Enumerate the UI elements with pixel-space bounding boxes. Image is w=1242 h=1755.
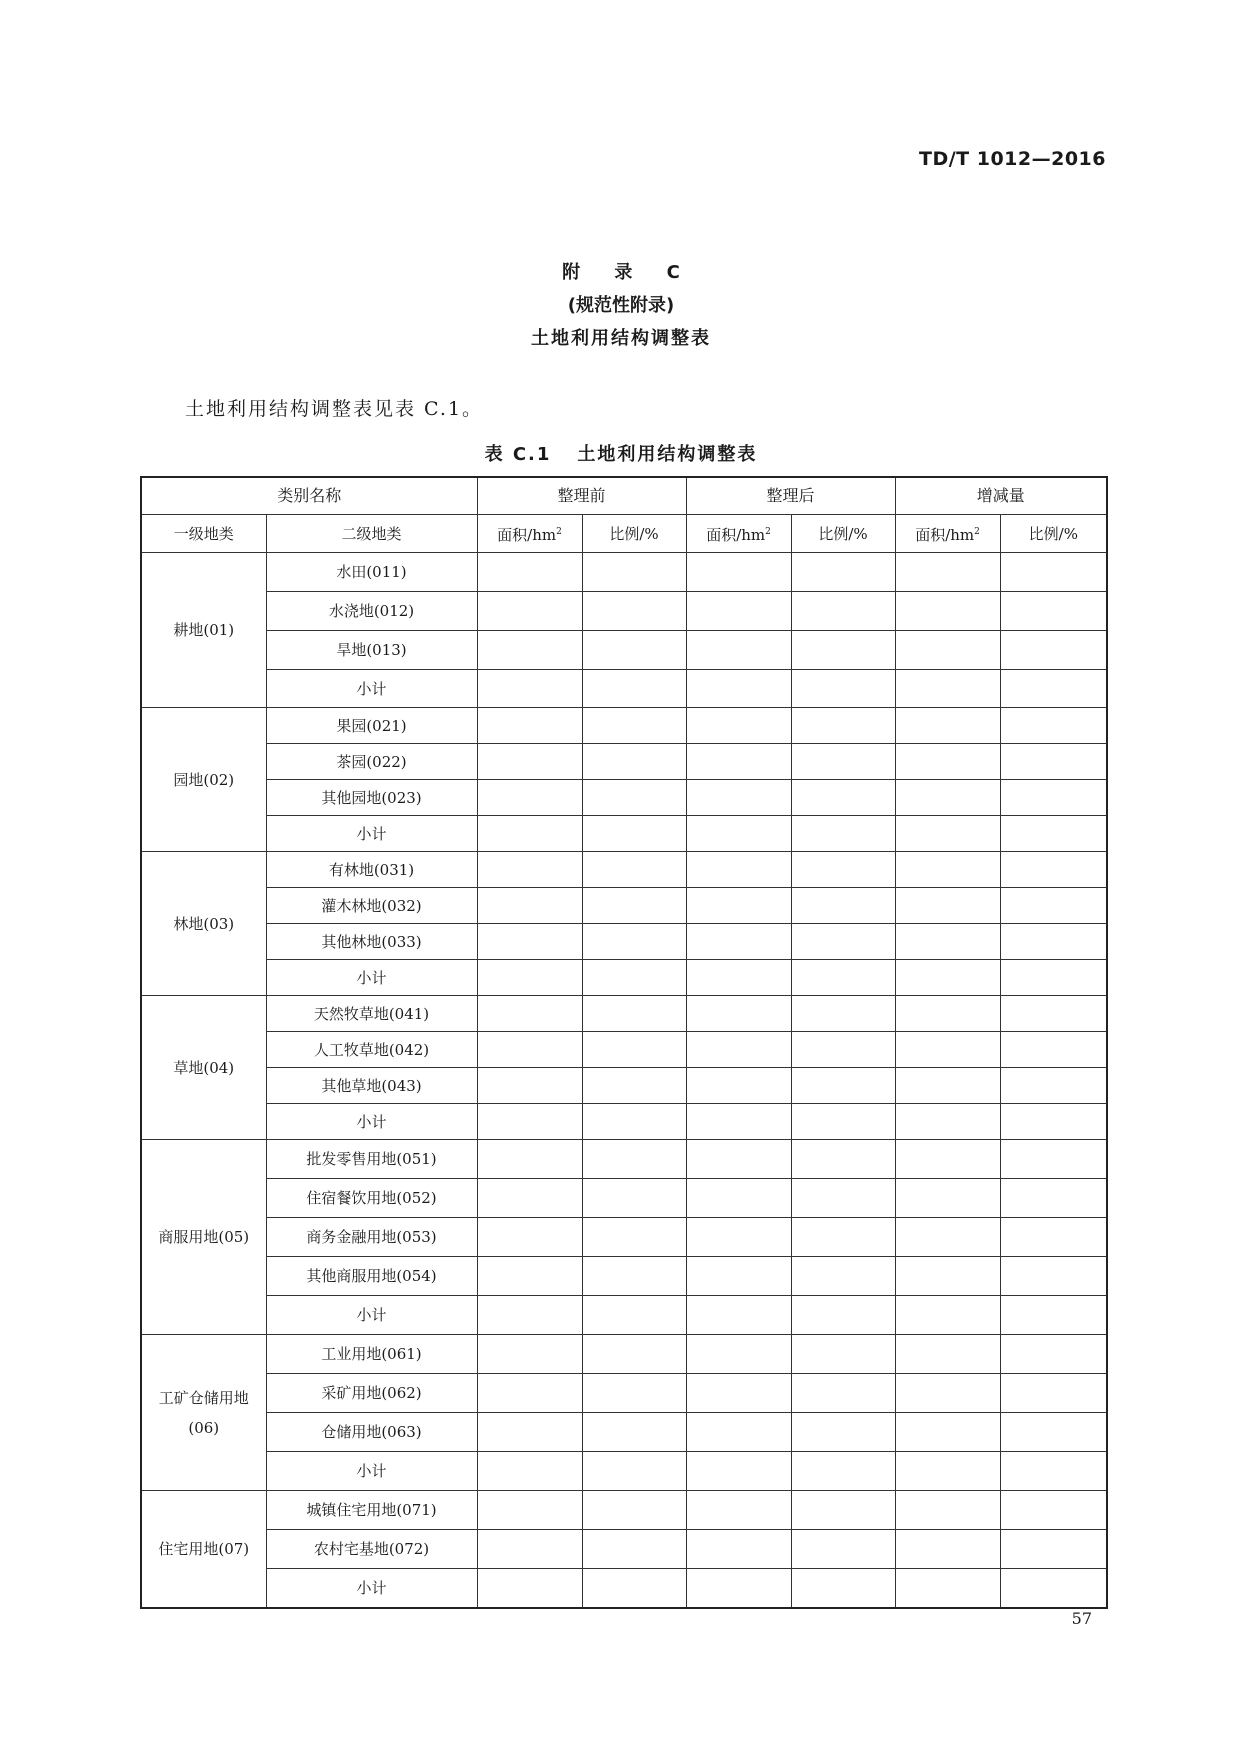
- data-cell: [895, 888, 1000, 924]
- data-cell: [1000, 1179, 1107, 1218]
- data-cell: [686, 1491, 791, 1530]
- data-cell: [582, 744, 686, 780]
- subtotal-label: 小计: [266, 1104, 477, 1140]
- data-cell: [477, 1530, 582, 1569]
- data-cell: [1000, 1296, 1107, 1335]
- subtotal-label: 小计: [266, 1452, 477, 1491]
- table-row: [141, 1569, 1107, 1609]
- data-cell: [477, 631, 582, 670]
- data-cell: [791, 1068, 895, 1104]
- data-cell: [582, 1452, 686, 1491]
- data-cell: [1000, 670, 1107, 708]
- subtotal-label: 小计: [266, 670, 477, 708]
- data-cell: [686, 1104, 791, 1140]
- data-cell: [791, 1413, 895, 1452]
- data-cell: [895, 553, 1000, 592]
- header-area-change: 面积$/hm^2$: [895, 515, 1000, 553]
- data-cell: [477, 744, 582, 780]
- data-cell: [1000, 1218, 1107, 1257]
- data-cell: [1000, 553, 1107, 592]
- data-cell: [477, 553, 582, 592]
- data-cell: [791, 1032, 895, 1068]
- table-row: [141, 1296, 1107, 1335]
- level1-category: 工矿仓储用地(06): [141, 1335, 266, 1491]
- data-cell: [686, 1179, 791, 1218]
- subtotal-label: 小计: [266, 1569, 477, 1609]
- table-row: [141, 888, 1107, 924]
- data-cell: [791, 1452, 895, 1491]
- table-row: [141, 1491, 1107, 1530]
- data-cell: [791, 1140, 895, 1179]
- data-cell: [791, 888, 895, 924]
- data-cell: [582, 816, 686, 852]
- data-cell: [895, 1374, 1000, 1413]
- data-cell: [791, 1218, 895, 1257]
- level2-category: 其他园地(023): [266, 780, 477, 816]
- data-cell: [686, 670, 791, 708]
- data-cell: [686, 816, 791, 852]
- data-cell: [895, 1104, 1000, 1140]
- table-row: [141, 1413, 1107, 1452]
- data-cell: [791, 1335, 895, 1374]
- data-cell: [686, 1374, 791, 1413]
- data-cell: [895, 1335, 1000, 1374]
- table-row: [141, 1179, 1107, 1218]
- header-area-after: 面积$/hm^2$: [686, 515, 791, 553]
- table-row: [141, 708, 1107, 744]
- table-header-row-2: [141, 515, 1107, 553]
- appendix-subtitle: (规范性附录): [567, 295, 675, 316]
- level2-category: 其他林地(033): [266, 924, 477, 960]
- data-cell: [1000, 780, 1107, 816]
- level2-category: 果园(021): [266, 708, 477, 744]
- data-cell: [582, 960, 686, 996]
- table-row: [141, 553, 1107, 592]
- data-cell: [477, 1257, 582, 1296]
- data-cell: [1000, 1374, 1107, 1413]
- table-row: [141, 996, 1107, 1032]
- table-row: [141, 1335, 1107, 1374]
- data-cell: [686, 553, 791, 592]
- data-cell: [582, 1032, 686, 1068]
- header-change: 增减量: [895, 477, 1107, 515]
- land-use-structure-table: [140, 476, 1108, 1609]
- data-cell: [895, 1569, 1000, 1609]
- data-cell: [1000, 1452, 1107, 1491]
- subtotal-label: 小计: [266, 960, 477, 996]
- data-cell: [477, 670, 582, 708]
- level2-category: 旱地(013): [266, 631, 477, 670]
- data-cell: [895, 1179, 1000, 1218]
- table-row: [141, 816, 1107, 852]
- data-cell: [477, 1413, 582, 1452]
- header-ratio-after: 比例/%: [791, 515, 895, 553]
- data-cell: [477, 1491, 582, 1530]
- data-cell: [686, 1068, 791, 1104]
- data-cell: [1000, 1140, 1107, 1179]
- level2-category: 批发零售用地(051): [266, 1140, 477, 1179]
- data-cell: [791, 1257, 895, 1296]
- data-cell: [895, 1032, 1000, 1068]
- data-cell: [895, 780, 1000, 816]
- data-cell: [895, 1530, 1000, 1569]
- level2-category: 商务金融用地(053): [266, 1218, 477, 1257]
- level1-category: 园地(02): [141, 708, 266, 852]
- table-row: [141, 1068, 1107, 1104]
- data-cell: [686, 631, 791, 670]
- data-cell: [1000, 960, 1107, 996]
- data-cell: [582, 553, 686, 592]
- level2-category: 人工牧草地(042): [266, 1032, 477, 1068]
- data-cell: [686, 1296, 791, 1335]
- data-cell: [686, 924, 791, 960]
- table-name: 土地利用结构调整表: [577, 444, 758, 465]
- level2-category: 工业用地(061): [266, 1335, 477, 1374]
- level1-category: 商服用地(05): [141, 1140, 266, 1335]
- table-row: [141, 924, 1107, 960]
- data-cell: [477, 1569, 582, 1609]
- level2-category: 采矿用地(062): [266, 1374, 477, 1413]
- data-cell: [791, 1569, 895, 1609]
- header-level2: 二级地类: [266, 515, 477, 553]
- data-cell: [895, 924, 1000, 960]
- data-cell: [582, 924, 686, 960]
- data-cell: [582, 888, 686, 924]
- data-cell: [582, 631, 686, 670]
- data-cell: [791, 852, 895, 888]
- header-ratio-change: 比例/%: [1000, 515, 1107, 553]
- data-cell: [477, 1179, 582, 1218]
- data-cell: [791, 592, 895, 631]
- level1-category: 耕地(01): [141, 553, 266, 708]
- data-cell: [582, 1104, 686, 1140]
- data-cell: [582, 1257, 686, 1296]
- data-cell: [686, 744, 791, 780]
- data-cell: [1000, 1335, 1107, 1374]
- appendix-name: 土地利用结构调整表: [531, 328, 711, 349]
- data-cell: [791, 1296, 895, 1335]
- data-cell: [1000, 1032, 1107, 1068]
- table-row: [141, 960, 1107, 996]
- table-caption: [0, 440, 1242, 466]
- data-cell: [582, 1530, 686, 1569]
- data-cell: [582, 592, 686, 631]
- data-cell: [1000, 631, 1107, 670]
- data-cell: [791, 924, 895, 960]
- data-cell: [686, 960, 791, 996]
- data-cell: [895, 1218, 1000, 1257]
- page-number: 57: [1071, 1609, 1092, 1628]
- data-cell: [1000, 1413, 1107, 1452]
- table-row: [141, 631, 1107, 670]
- level2-category: 农村宅基地(072): [266, 1530, 477, 1569]
- level2-category: 水浇地(012): [266, 592, 477, 631]
- data-cell: [1000, 1104, 1107, 1140]
- data-cell: [477, 1032, 582, 1068]
- data-cell: [1000, 592, 1107, 631]
- data-cell: [895, 1413, 1000, 1452]
- data-cell: [1000, 924, 1107, 960]
- data-cell: [1000, 888, 1107, 924]
- data-cell: [477, 1104, 582, 1140]
- table-body: [141, 553, 1107, 1609]
- data-cell: [791, 553, 895, 592]
- table-row: [141, 744, 1107, 780]
- data-cell: [791, 780, 895, 816]
- header-category: 类别名称: [141, 477, 477, 515]
- data-cell: [895, 1452, 1000, 1491]
- table-row: [141, 670, 1107, 708]
- data-cell: [1000, 1530, 1107, 1569]
- data-cell: [895, 708, 1000, 744]
- data-cell: [895, 631, 1000, 670]
- data-cell: [895, 816, 1000, 852]
- appendix-title: 附 录 C: [562, 262, 694, 283]
- data-cell: [686, 1452, 791, 1491]
- data-cell: [895, 852, 1000, 888]
- data-cell: [477, 1335, 582, 1374]
- data-cell: [895, 1140, 1000, 1179]
- level2-category: 水田(011): [266, 553, 477, 592]
- data-cell: [895, 1257, 1000, 1296]
- data-cell: [582, 1335, 686, 1374]
- table-row: [141, 1104, 1107, 1140]
- data-cell: [582, 1218, 686, 1257]
- data-cell: [477, 924, 582, 960]
- data-cell: [791, 1179, 895, 1218]
- level2-category: 住宿餐饮用地(052): [266, 1179, 477, 1218]
- data-cell: [895, 960, 1000, 996]
- data-cell: [686, 1569, 791, 1609]
- data-cell: [686, 1140, 791, 1179]
- data-cell: [791, 1530, 895, 1569]
- data-cell: [477, 1296, 582, 1335]
- table-header-row-1: [141, 477, 1107, 515]
- data-cell: [582, 1140, 686, 1179]
- data-cell: [791, 1104, 895, 1140]
- data-cell: [582, 852, 686, 888]
- data-cell: [477, 960, 582, 996]
- table-row: [141, 852, 1107, 888]
- level1-category: 住宅用地(07): [141, 1491, 266, 1609]
- data-cell: [1000, 852, 1107, 888]
- data-cell: [477, 888, 582, 924]
- level2-category: 有林地(031): [266, 852, 477, 888]
- level2-category: 灌木林地(032): [266, 888, 477, 924]
- level2-category: 茶园(022): [266, 744, 477, 780]
- data-cell: [582, 1569, 686, 1609]
- data-cell: [791, 670, 895, 708]
- data-cell: [1000, 1068, 1107, 1104]
- header-area-before: 面积$/hm^2$: [477, 515, 582, 553]
- data-cell: [686, 1335, 791, 1374]
- header-level1: 一级地类: [141, 515, 266, 553]
- data-cell: [477, 1374, 582, 1413]
- data-cell: [791, 708, 895, 744]
- table-row: [141, 1530, 1107, 1569]
- table-row: [141, 1032, 1107, 1068]
- header-before: 整理前: [477, 477, 686, 515]
- data-cell: [582, 708, 686, 744]
- data-cell: [686, 1413, 791, 1452]
- data-cell: [477, 1452, 582, 1491]
- data-cell: [895, 1296, 1000, 1335]
- level2-category: 其他商服用地(054): [266, 1257, 477, 1296]
- data-cell: [1000, 1569, 1107, 1609]
- data-cell: [477, 780, 582, 816]
- data-cell: [791, 744, 895, 780]
- data-cell: [582, 1068, 686, 1104]
- table-row: [141, 1257, 1107, 1296]
- data-cell: [686, 592, 791, 631]
- data-cell: [895, 1068, 1000, 1104]
- data-cell: [895, 996, 1000, 1032]
- data-cell: [686, 1257, 791, 1296]
- data-cell: [686, 888, 791, 924]
- data-cell: [477, 996, 582, 1032]
- level2-category: 天然牧草地(041): [266, 996, 477, 1032]
- data-cell: [582, 1179, 686, 1218]
- data-cell: [582, 996, 686, 1032]
- subtotal-label: 小计: [266, 1296, 477, 1335]
- data-cell: [1000, 1491, 1107, 1530]
- data-cell: [686, 852, 791, 888]
- table-row: [141, 1452, 1107, 1491]
- level2-category: 城镇住宅用地(071): [266, 1491, 477, 1530]
- data-cell: [582, 1374, 686, 1413]
- table-number: 表 C.1: [484, 444, 552, 465]
- header-after: 整理后: [686, 477, 895, 515]
- data-cell: [582, 670, 686, 708]
- data-cell: [791, 1374, 895, 1413]
- data-cell: [791, 1491, 895, 1530]
- data-cell: [895, 744, 1000, 780]
- table-row: [141, 780, 1107, 816]
- header-ratio-before: 比例/%: [582, 515, 686, 553]
- data-cell: [477, 852, 582, 888]
- level2-category: 其他草地(043): [266, 1068, 477, 1104]
- data-cell: [1000, 744, 1107, 780]
- data-cell: [686, 996, 791, 1032]
- level2-category: 仓储用地(063): [266, 1413, 477, 1452]
- intro-paragraph: 土地利用结构调整表见表 C.1。: [185, 398, 484, 420]
- data-cell: [791, 631, 895, 670]
- data-cell: [582, 1296, 686, 1335]
- subtotal-label: 小计: [266, 816, 477, 852]
- table-row: [141, 1140, 1107, 1179]
- level1-category: 林地(03): [141, 852, 266, 996]
- data-cell: [477, 708, 582, 744]
- document-code: TD/T 1012—2016: [918, 148, 1106, 170]
- data-cell: [1000, 708, 1107, 744]
- data-cell: [895, 592, 1000, 631]
- table-row: [141, 1374, 1107, 1413]
- data-cell: [686, 708, 791, 744]
- data-cell: [686, 780, 791, 816]
- data-cell: [477, 1068, 582, 1104]
- data-cell: [1000, 1257, 1107, 1296]
- data-cell: [582, 1491, 686, 1530]
- data-cell: [477, 1140, 582, 1179]
- data-cell: [895, 1491, 1000, 1530]
- data-cell: [686, 1530, 791, 1569]
- data-cell: [791, 960, 895, 996]
- data-cell: [686, 1032, 791, 1068]
- data-cell: [1000, 996, 1107, 1032]
- table-row: [141, 1218, 1107, 1257]
- data-cell: [686, 1218, 791, 1257]
- level1-category: 草地(04): [141, 996, 266, 1140]
- table-row: [141, 592, 1107, 631]
- data-cell: [582, 1413, 686, 1452]
- data-cell: [477, 592, 582, 631]
- data-cell: [791, 996, 895, 1032]
- data-cell: [477, 1218, 582, 1257]
- data-cell: [477, 816, 582, 852]
- data-cell: [582, 780, 686, 816]
- data-cell: [895, 670, 1000, 708]
- data-cell: [1000, 816, 1107, 852]
- data-cell: [791, 816, 895, 852]
